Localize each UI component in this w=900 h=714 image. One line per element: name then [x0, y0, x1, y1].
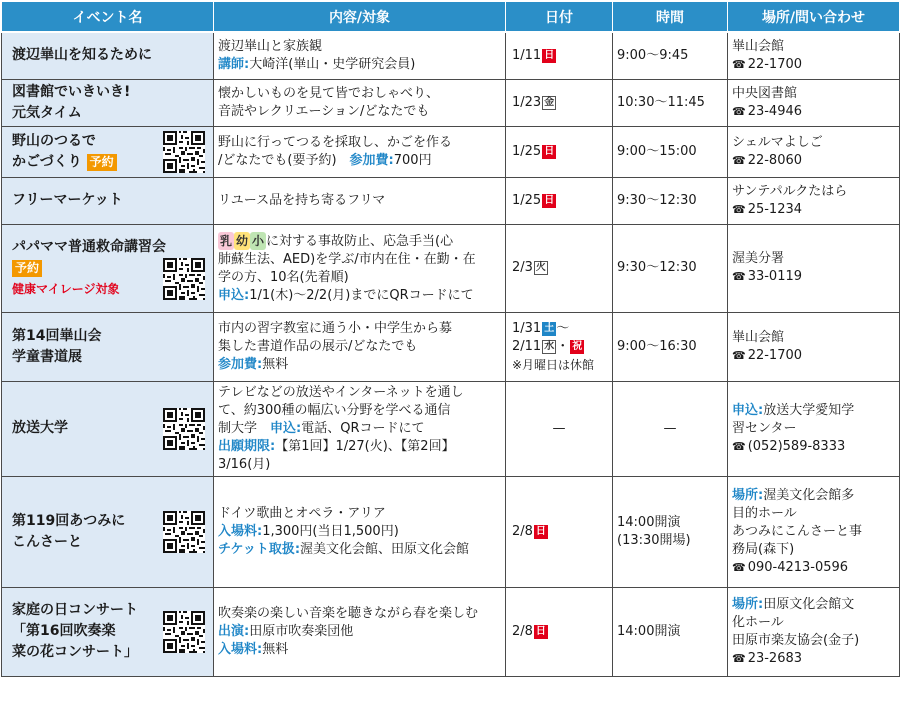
- event-name: フリーマーケット: [2, 177, 214, 224]
- qr-code-icon[interactable]: [163, 408, 205, 450]
- event-name: パパママ普通救命講習会 予約 健康マイレージ対象: [2, 224, 214, 312]
- event-content: テレビなどの放送やインターネットを通し て、約300種の幅広い分野を学べる通信 制大学 申込:電話、QRコードにて 出願期限:【第1回】1/27(火)、【第2回】3/16(月): [214, 381, 506, 476]
- event-time: 9:00〜9:45: [613, 32, 728, 79]
- event-date: 2/8 日: [506, 476, 613, 587]
- event-time: 9:00〜16:30: [613, 312, 728, 381]
- event-content: 吹奏楽の楽しい音楽を聴きながら春を楽しむ 出演:田原市吹奏楽団他 入場料:無料: [214, 587, 506, 676]
- header-content: 内容/対象: [214, 2, 506, 33]
- event-time: 10:30〜11:45: [613, 79, 728, 126]
- event-name: 放送大学: [2, 381, 214, 476]
- event-name: 図書館でいきいき! 元気タイム: [2, 79, 214, 126]
- day-badge: 土: [544, 322, 555, 334]
- header-place: 場所/問い合わせ: [728, 2, 900, 33]
- event-date: 1/25 日: [506, 177, 613, 224]
- header-time: 時間: [613, 2, 728, 33]
- event-name: 第119回あつみに こんさーと: [2, 476, 214, 587]
- event-content: 渡辺崋山と家族観 講師:大崎洋(崋山・史学研究会員): [214, 32, 506, 79]
- phone-icon: ☎: [732, 439, 746, 453]
- event-name: 野山のつるで かごづくり 予約: [2, 126, 214, 177]
- phone-icon: ☎: [732, 348, 746, 362]
- event-date: 2/8 日: [506, 587, 613, 676]
- phone-icon: ☎: [732, 202, 746, 216]
- event-place: 崋山会館 ☎ 22-1700: [728, 32, 900, 79]
- event-name: 第14回崋山会 学童書道展: [2, 312, 214, 381]
- phone-icon: ☎: [732, 153, 746, 167]
- reservation-tag: 予約: [12, 260, 42, 277]
- event-table: [1, 1, 900, 677]
- day-badge: 日: [535, 525, 546, 537]
- table-row: [2, 476, 900, 587]
- qr-code-icon[interactable]: [163, 611, 205, 653]
- header-event: イベント名: [2, 2, 214, 33]
- event-date: —: [506, 381, 613, 476]
- event-time: 14:00開演 (13:30開場): [613, 476, 728, 587]
- day-badge: 火: [535, 262, 546, 273]
- event-date: 1/25 日: [506, 126, 613, 177]
- phone-icon: ☎: [732, 560, 746, 574]
- lecturer-label: 講師:: [218, 56, 250, 72]
- qr-code-icon[interactable]: [163, 511, 205, 553]
- header-row: [2, 2, 900, 33]
- day-badge: 日: [535, 625, 546, 637]
- table-row: [2, 126, 900, 177]
- event-name: 渡辺崋山を知るために: [2, 32, 214, 79]
- event-place: 中央図書館 ☎ 23-4946: [728, 79, 900, 126]
- elementary-badge: 小: [252, 233, 265, 248]
- health-mileage-label: 健康マイレージ対象: [12, 281, 120, 296]
- event-place: 申込:放送大学愛知学 習センター ☎ (052)589-8333: [728, 381, 900, 476]
- day-badge: 日: [544, 49, 555, 61]
- event-date: 1/11 日: [506, 32, 613, 79]
- phone-icon: ☎: [732, 651, 746, 665]
- event-time: 9:00〜15:00: [613, 126, 728, 177]
- phone-icon: ☎: [732, 104, 746, 118]
- table-row: [2, 79, 900, 126]
- event-time: 14:00開演: [613, 587, 728, 676]
- toddler-badge: 幼: [236, 233, 249, 248]
- infant-badge: 乳: [220, 233, 233, 248]
- day-badge: 金: [544, 96, 555, 108]
- table-row: [2, 224, 900, 312]
- event-content: 懐かしいものを見て皆でおしゃべり、 音読やレクリエーション/どなたでも: [214, 79, 506, 126]
- table-row: [2, 32, 900, 79]
- event-place: シェルマよしご ☎ 22-8060: [728, 126, 900, 177]
- event-date: 1/23 金: [506, 79, 613, 126]
- table-row: [2, 312, 900, 381]
- holiday-badge: 祝: [572, 340, 583, 352]
- event-place: 場所:渥美文化会館多 目的ホール あつみにこんさーと事 務局(森下) ☎ 090-4213-0596: [728, 476, 900, 587]
- event-place: サンテパルクたはら ☎ 25-1234: [728, 177, 900, 224]
- day-badge: 水: [544, 340, 555, 352]
- event-name: 家庭の日コンサート 「第16回吹奏楽 菜の花コンサート」: [2, 587, 214, 676]
- phone-icon: ☎: [732, 57, 746, 71]
- table-row: [2, 177, 900, 224]
- event-date: 2/3 火: [506, 224, 613, 312]
- event-time: —: [613, 381, 728, 476]
- event-place: 場所:田原文化会館文 化ホール 田原市楽友協会(金子) ☎ 23-2683: [728, 587, 900, 676]
- header-date: 日付: [506, 2, 613, 33]
- table-row: [2, 381, 900, 476]
- table-row: [2, 587, 900, 676]
- event-content: ドイツ歌曲とオペラ・アリア 入場料:1,300円(当日1,500円) チケット取扱:渥美文化会館、田原文化会館: [214, 476, 506, 587]
- event-content: リユース品を持ち寄るフリマ: [214, 177, 506, 224]
- phone-icon: ☎: [732, 270, 746, 283]
- event-content: 市内の習字教室に通う小・中学生から募 集した書道作品の展示/どなたでも 参加費:無料: [214, 312, 506, 381]
- event-place: 崋山会館 ☎ 22-1700: [728, 312, 900, 381]
- event-time: 9:30〜12:30: [613, 177, 728, 224]
- event-date: 1/31 土 〜 2/11 水 ・ 祝 ※月曜日は休館: [506, 312, 613, 381]
- reservation-tag: 予約: [87, 154, 117, 171]
- day-badge: 日: [544, 145, 555, 157]
- event-content: 野山に行ってつるを採取し、かごを作る /どなたでも(要予約) 参加費:700円: [214, 126, 506, 177]
- qr-code-icon[interactable]: [163, 258, 205, 300]
- event-time: 9:30〜12:30: [613, 224, 728, 312]
- day-badge: 日: [544, 194, 555, 206]
- event-place: 渥美分署 ☎ 33-0119: [728, 224, 900, 312]
- qr-code-icon[interactable]: [163, 131, 205, 173]
- event-content: 乳 幼 小 に対する事故防止、応急手当(心 肺蘇生法、AED)を学ぶ/市内在住・在勤・在 学の方、10名(先着順) 申込:1/1(木)〜2/2(月)までにQRコードにて: [214, 224, 506, 312]
